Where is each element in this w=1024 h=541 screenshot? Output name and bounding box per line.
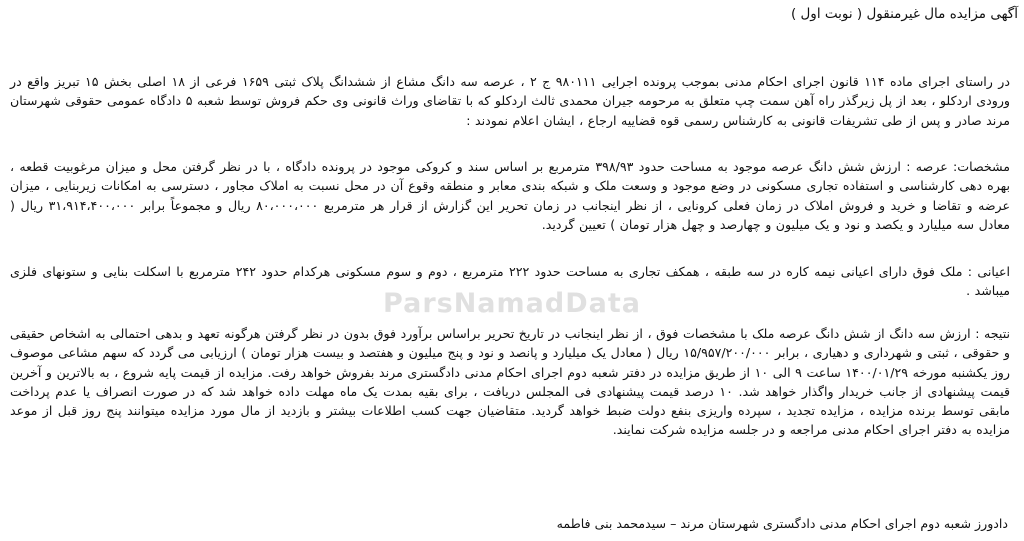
building-paragraph: اعیانی : ملک فوق دارای اعیانی نیمه کاره در سه طبقه ، همکف تجاری به مساحت حدود ۲۲۲ مترمربع ، دوم و سوم مسکونی هرکدام حدود ۲۴۲ مترمربع با اسکلت بنایی و ستونهای فلزی میباشد . — [10, 264, 1011, 299]
signature-line: دادورز شعبه دوم اجرای احکام مدنی دادگستری شهرستان مرند – سیدمحمد بنی فاطمه — [556, 516, 1008, 531]
specifications-paragraph: مشخصات: عرصه : ارزش شش دانگ عرصه موجود به مساحت حدود ۳۹۸/۹۳ مترمربع بر اساس سند و کروکی موجود در پرونده دادگاه ، با در نظر گرفتن محل و میزان مرغوبیت قطعه ، بهره دهی کارشناسی و استفاده تجاری مسکونی در وضع موجود و وسعت ملک و شبکه بندی معابر و منطقه وقوع آن در محل نسبت به املاک مجاور ، دسترسی به امکانات زیربنایی ، میزان عرضه و تقاضا و خرید و فروش املاک در زمان فعلی کرونایی ، از نظر اینجانب در زمان تحریر این گزارش از قرار هر مترمربع ۸۰،۰۰۰،۰۰۰ ریال و مجموعاً برابر ۳۱،۹۱۴،۴۰۰،۰۰۰ ریال ( معادل سه میلیارد و یکصد و نود و یک میلیون و چهارصد و چهل هزار تومان ) تعیین گردید. — [10, 159, 1010, 232]
intro-paragraph: در راستای اجرای ماده ۱۱۴ قانون اجرای احکام مدنی بموجب پرونده اجرایی ۹۸۰۱۱۱ ج ۲ ، عرصه سه دانگ مشاع از ششدانگ پلاک ثبتی ۱۶۵۹ فرعی از ۱۸ اصلی بخش ۱۵ تبریز واقع در ورودی اردکلو ، بعد از پل زیرگذر راه آهن سمت چپ متعلق به مرحومه جیران محمدی ثالث اردکلو که با تقاضای وراث قانونی وی حکم فروش توسط شعبه ۵ دادگاه عمومی حقوقی شهرستان مرند صادر و پس از طی تشریفات قانونی به کارشناس رسمی قوه قضاییه ارجاع ، ایشان اعلام نمودند : — [10, 74, 1010, 128]
result-paragraph: نتیجه : ارزش سه دانگ از شش دانگ عرصه ملک با مشخصات فوق ، از نظر اینجانب در تاریخ تحریر براساس برآورد فوق بدون در نظر گرفتن هرگونه تعهد و بدهی احتمالی به اشخاص حقیقی و حقوقی ، ثبتی و شهرداری و دهیاری ، برابر ۱۵/۹۵۷/۲۰۰/۰۰۰ ریال ( معادل یک میلیارد و پانصد و نود و پنج میلیون و هفتصد و بیست هزار تومان ) ارزیابی می گردد که سهم مشاعی موصوف روز یکشنبه مورخه ۱۴۰۰/۰۱/۲۹ ساعت ۹ الی ۱۰ از طریق مزایده در دفتر شعبه دوم اجرای احکام مدنی دادگستری مرند بفروش خواهد رفت. مزایده از قیمت پایه شروع ، به بالاترین و آخرین قیمت پیشنهادی از جانب خریدار واگذار خواهد شد. ۱۰ درصد قیمت پیشنهادی فی المجلس دریافت ، برای بقیه بمدت یک ماه مهلت داده خواهد شد که در صورت انصراف یا عدم پرداخت مابقی توسط برنده مزایده ، مزایده تجدید ، سپرده واریزی بنفع دولت ضبط خواهد گردید. متقاضیان جهت کسب اطلاعات بیشتر و بازدید از مال مورد مزایده میتوانند پنج روز قبل از موعد مزایده به دفتر اجرای احکام مدنی مراجعه و در جلسه مزایده شرکت نمایند. — [10, 326, 1010, 438]
notice-title: آگهی مزایده مال غیرمنقول ( نوبت اول ) — [790, 6, 1018, 22]
watermark-logo: ParsNamadData — [383, 288, 641, 319]
